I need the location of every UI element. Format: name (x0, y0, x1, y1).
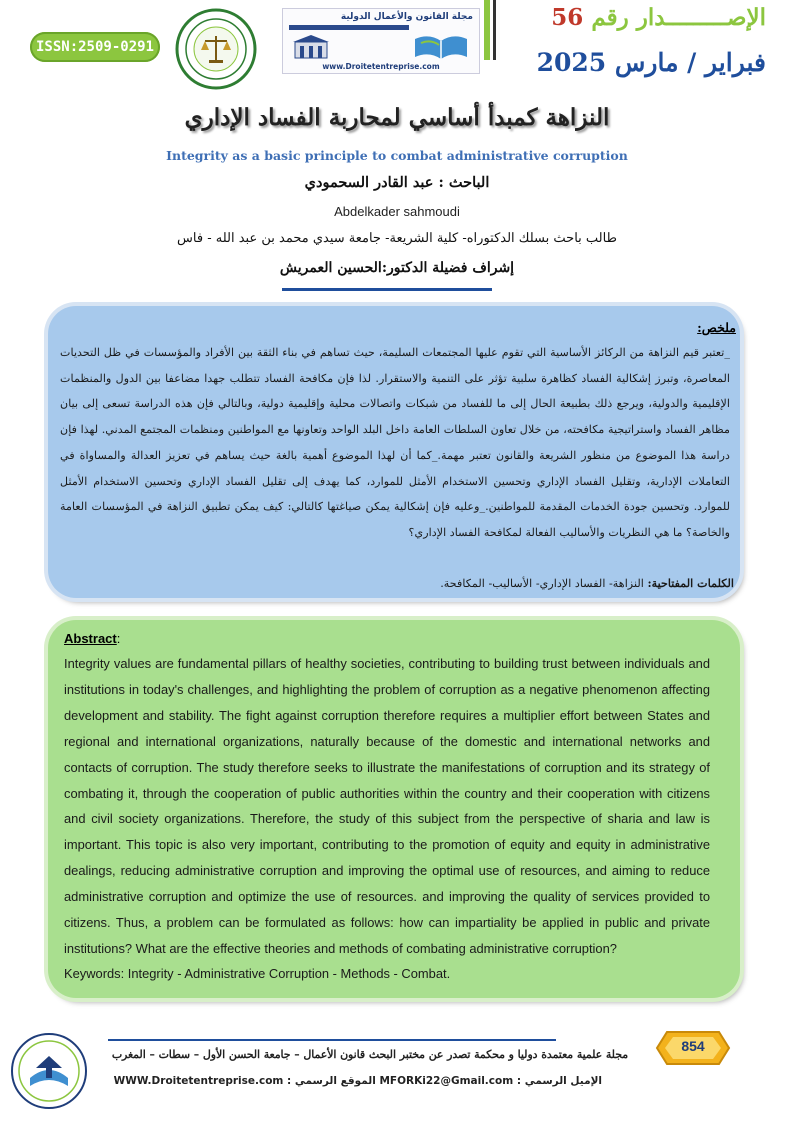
footer-contact: الإميل الرسمي : MFORKi22@Gmail.com الموقع الرسمي : WWW.Droitetentreprise.com (113, 1075, 602, 1087)
english-abstract-body: Integrity values are fundamental pillars of healthy societies, contributing to building trust between individuals and institutions in today's challenges, and highlighting the problem of corruption as a negative phenomenon affecting development and stability. The fight against corruption therefore requires a multiplier effort between States and regional and international organizations, naturally because of the domestic and international networks and contacts of corruption. The study therefore seeks to illustrate the manifestations of corruption and its strategy of combating it, through the cooperation of public authorities within the country and their cooperation with citizens and civil society organizations. Therefore, the study of this subject from the perspective of sharia and law is important. This topic is also very important, contributing to the promotion of equity and equity in administrative dealings, reducing administrative corruption and improving the optimal use of resources, and aiming to reduce administrative corruption and optimize the use of resources. and improving the quality of services provided to citizens. Thus, a problem can be formulated as follows: how can impartiality be applied in public and private institutions? What are the effective theories and methods of combating administrative corruption? (64, 656, 710, 956)
header-divider-dark (493, 0, 496, 60)
arabic-keywords (440, 576, 734, 590)
author-arabic: الباحث : عبد القادر السحمودي (304, 174, 490, 191)
arabic-keywords-list: النزاهة- الفساد الإداري- الأساليب- المكافحة. (440, 577, 644, 590)
journal-banner (282, 8, 480, 74)
issue-number: 56 (551, 4, 584, 31)
issue-label: الإصـــــــــدار رقم (591, 4, 766, 31)
journal-url: www.Droitetentreprise.com (322, 62, 440, 71)
english-abstract-heading-line: Abstract: (64, 631, 121, 646)
journal-title: مجلة القانون والأعمال الدولية (340, 12, 473, 22)
open-book-icon (411, 31, 471, 61)
issue-date: فبراير / مارس 2025 (536, 48, 766, 77)
arabic-abstract-heading: ملخص: (697, 320, 736, 335)
article-title-english: Integrity as a basic principle to combat administrative corruption (166, 148, 628, 163)
author-english: Abdelkader sahmoudi (334, 204, 460, 219)
footer-rule (108, 1039, 556, 1041)
english-keywords: Keywords: Integrity - Administrative Corruption - Methods - Combat. (64, 966, 451, 981)
issue-line (551, 4, 766, 31)
footer-journal-description: مجلة علمية معتمدة دوليا و محكمة تصدر عن مختبر البحث قانون الأعمال – جامعة الحسن الأول – سطات – المغرب (111, 1048, 628, 1061)
header-divider-green (484, 0, 490, 60)
author-affiliation: طالب باحث بسلك الدكتوراه- كلية الشريعة- جامعة سيدي محمد بن عبد الله - فاس (177, 231, 617, 246)
research-lab-seal-logo (175, 8, 257, 90)
issn-badge: ISSN:2509-0291 (30, 32, 160, 62)
lab-round-logo (10, 1032, 88, 1110)
article-title-arabic: النزاهة كمبدأ أساسي لمحاربة الفساد الإداري (184, 104, 610, 131)
journal-banner-strip (289, 25, 409, 30)
arabic-keywords-label: الكلمات المفتاحية: (647, 576, 734, 590)
arabic-abstract-body: _تعتبر قيم النزاهة من الركائز الأساسية التي تقوم عليها المجتمعات السليمة، حيث تساهم في بناء الثقة بين الأفراد والمؤسسات في ظل التحديات المعاصرة، وتبرز إشكالية الفساد كظاهرة سلبية تؤثر على التنمية والاستقرار. لذا فإن مكافحة الفساد تتطلب جهدا مضاعفا بين الدول والمنظمات الإقليمية والدولية، ويرجع ذلك بطبيعة الحال إلى ما للفساد من شبكات واتصالات محلية وإقليمية دولية، وبالتالي فإن هذه الدراسة تسعى إلى بيان مظاهر الفساد واستراتيجية مكافحته، من خلال تعاون السلطات العامة داخل البلد الواحد وتعاونها مع المواطنين ومنظمات المجتمع المدني. لهذا فإن دراسة هذا الموضوع من منظور الشريعة والقانون تعتبر مهمة._كما أن لهذا الموضوع أهمية بالغة حيث يساهم في تعزيز العدالة والمساواة في التعاملات الإدارية، وتقليل الفساد الإداري وتحسين الاستخدام الأمثل للموارد، كما يهدف إلى تقليل الفساد الإداري وتحسين الاستخدام الأمثل للموارد. وتحسين جودة الخدمات المقدمة للمواطنين._وعليه فإن إشكالية يمكن صياغتها كالتالي: كيف يمكن تطبيق النزاهة في المؤسسات العامة والخاصة؟ ما هي النظريات والأساليب الفعالة لمكافحة الفساد الإداري؟ (60, 346, 730, 539)
english-abstract-heading: Abstract (64, 631, 117, 646)
supervisor: إشراف فضيلة الدكتور:الحسين العمريش (279, 260, 515, 276)
building-icon (291, 34, 331, 60)
title-underline (282, 288, 492, 291)
page-number: 854 (681, 1038, 705, 1054)
